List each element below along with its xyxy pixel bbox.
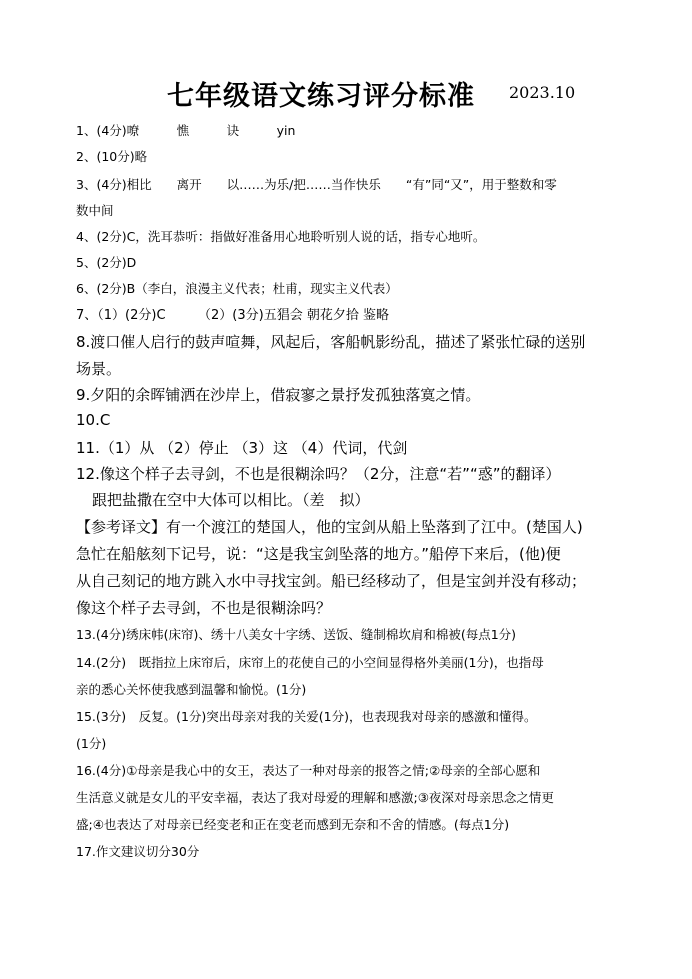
answer-line-15: 15.(3分) 反复。(1分)突出母亲对我的关爱(1分)，也表现我对母亲的感激和懂得。 [76,709,537,724]
translation-line-1: 【参考译文】有一个渡江的楚国人，他的宝剑从船上坠落到了江中。(楚国人) [76,518,583,536]
answer-line-6: 6、(2分)B（李白，浪漫主义代表；杜甫，现实主义代表） [76,281,398,296]
answer-line-15-cont: (1分) [76,736,107,751]
translation-line-3: 从自己刻记的地方跳入水中寻找宝剑。船已经移动了，但是宝剑并没有移动； [76,572,587,590]
answer-line-5: 5、(2分)D [76,255,137,270]
answer-line-4: 4、(2分)C，洗耳恭听：指做好准备用心地聆听别人说的话，指专心地听。 [76,229,486,244]
title-row [0,74,692,114]
answer-line-14: 14.(2分) 既指拉上床帘后，床帘上的花使自己的小空间显得格外美丽(1分)，也指母 [76,655,544,670]
answer-line-14-cont: 亲的悉心关怀使我感到温馨和愉悦。(1分) [76,682,307,697]
answer-line-16-cont-1: 生活意义就是女儿的平安幸福，表达了我对母爱的理解和感激;③夜深对母亲思念之情更 [76,790,554,805]
answer-line-11: 11.（1）从 （2）停止 （3）这 （4）代词，代剑 [76,439,408,457]
answer-line-3-cont: 数中间 [76,203,114,218]
answer-line-9: 9.夕阳的余晖铺洒在沙岸上，借寂寥之景抒发孤独落寞之情。 [76,386,481,404]
answer-line-1: 1、(4分)嘹 憔 诀 yin [76,123,296,138]
answer-line-10: 10.C [76,411,111,429]
answer-line-16-cont-2: 盛;④也表达了对母亲已经变老和正在变老而感到无奈和不舍的情感。(每点1分) [76,817,510,832]
answer-line-3: 3、(4分)相比 离开 以……为乐/把……当作快乐 “有”同“又”，用于整数和零 [76,177,557,192]
answer-line-12: 12.像这个样子去寻剑，不也是很糊涂吗？（2分，注意“若”“惑”的翻译） [76,465,561,483]
date-label: 2023.10 [509,83,576,102]
answer-line-8-cont: 场景。 [76,360,122,378]
answer-line-12-cont: 跟把盐撒在空中大体可以相比。（差 拟） [92,491,370,509]
page-title: 七年级语文练习评分标准 [167,81,475,112]
answer-line-2: 2、(10分)略 [76,149,148,164]
translation-line-2: 急忙在船舷刻下记号，说：“这是我宝剑坠落的地方。”船停下来后，(他)便 [76,545,561,563]
answer-line-7: 7、（1）(2分)C （2）(3分)五猖会 朝花夕拾 鉴略 [76,308,389,323]
answer-line-17: 17.作文建议切分30分 [76,844,200,859]
answer-line-13: 13.(4分)绣床帏(床帘)、绣十八美女十字绣、送饭、缝制棉坎肩和棉被(每点1分) [76,627,517,642]
answer-line-8: 8.渡口催人启行的鼓声喧舞，风起后，客船帆影纷乱，描述了紧张忙碌的送别 [76,333,586,351]
translation-line-4: 像这个样子去寻剑，不也是很糊涂吗？ [76,599,332,617]
answer-line-16: 16.(4分)①母亲是我心中的女王，表达了一种对母亲的报答之情;②母亲的全部心愿和 [76,763,541,778]
